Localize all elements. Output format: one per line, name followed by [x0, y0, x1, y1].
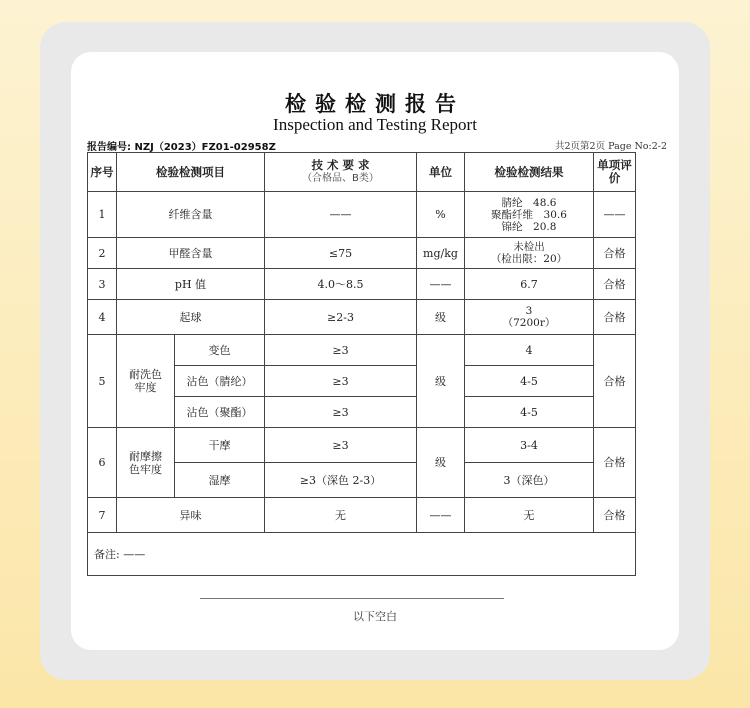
cell-req: —— — [265, 192, 417, 238]
cell-item: pH 值 — [117, 269, 265, 300]
result-line: 腈纶 48.6 — [501, 196, 557, 209]
cell-item: 耐洗色牢度 — [117, 335, 175, 428]
cell-req: ≥2-3 — [265, 300, 417, 335]
cell-seq: 7 — [88, 498, 117, 533]
table-header-row — [88, 153, 636, 192]
cell-result: 4-5 — [465, 366, 594, 397]
header-requirement — [265, 153, 417, 192]
cell-unit: —— — [417, 269, 465, 300]
cell-result: 6.7 — [465, 269, 594, 300]
blank-below-text: 以下空白 — [353, 610, 397, 623]
result-line: （检出限：20） — [490, 253, 568, 265]
cell-subitem: 沾色（腈纶） — [175, 366, 265, 397]
result-line: 3 — [525, 305, 533, 317]
cell-unit: % — [417, 192, 465, 238]
cell-req: ≥3 — [265, 428, 417, 463]
remark-cell: 备注: —— — [88, 533, 636, 576]
cell-eval: 合格 — [594, 300, 636, 335]
cell-eval: —— — [594, 192, 636, 238]
cell-req: ≥3 — [265, 366, 417, 397]
cell-result: 4-5 — [465, 397, 594, 428]
cell-req: ≥3 — [265, 335, 417, 366]
cell-result: 4 — [465, 335, 594, 366]
cell-eval: 合格 — [594, 428, 636, 498]
cell-result: 3（深色） — [465, 463, 594, 498]
remark-row — [88, 533, 636, 576]
cell-unit: 级 — [417, 335, 465, 428]
cell-seq: 3 — [88, 269, 117, 300]
cell-item: 异味 — [117, 498, 265, 533]
cell-unit: 级 — [417, 300, 465, 335]
cell-item: 甲醛含量 — [117, 238, 265, 269]
cell-req: ≥3 — [265, 397, 417, 428]
cell-item: 耐摩擦色牢度 — [117, 428, 175, 498]
table-row — [88, 300, 636, 335]
result-line: 聚酯纤维 30.6 — [491, 208, 567, 221]
result-line: 未检出 — [513, 241, 545, 253]
table-row — [88, 192, 636, 238]
header-result: 检验检测结果 — [465, 153, 594, 192]
cell-eval: 合格 — [594, 335, 636, 428]
header-item: 检验检测项目 — [117, 153, 265, 192]
header-eval: 单项评价 — [594, 153, 636, 192]
table-row — [88, 335, 636, 366]
results-table — [87, 152, 636, 576]
header-unit: 单位 — [417, 153, 465, 192]
cell-req: ≥3（深色 2-3） — [265, 463, 417, 498]
table-row — [88, 498, 636, 533]
cell-result: 3-4 — [465, 428, 594, 463]
header-req-label: 技 术 要 求 — [311, 158, 370, 172]
result-line: 锦纶 20.8 — [501, 220, 557, 233]
report-title-en: Inspection and Testing Report — [273, 115, 477, 134]
report-number: 报告编号: NZJ（2023）FZ01-02958Z — [87, 142, 276, 153]
cell-seq: 1 — [88, 192, 117, 238]
cell-req: 无 — [265, 498, 417, 533]
cell-subitem: 变色 — [175, 335, 265, 366]
blank-divider — [200, 598, 504, 599]
cell-result: 无 — [465, 498, 594, 533]
cell-result — [465, 238, 594, 269]
header-seq: 序号 — [88, 153, 117, 192]
table-row — [88, 428, 636, 463]
result-line: （7200r） — [502, 317, 556, 329]
cell-unit: 级 — [417, 428, 465, 498]
cell-subitem: 沾色（聚酯） — [175, 397, 265, 428]
cell-item: 起球 — [117, 300, 265, 335]
cell-unit: mg/kg — [417, 238, 465, 269]
report-title-cn: 检验检测报告 — [285, 92, 465, 116]
table-row — [88, 269, 636, 300]
cell-subitem: 湿摩 — [175, 463, 265, 498]
page-number: 共2页第2页 Page No:2-2 — [555, 141, 667, 152]
report-page — [71, 52, 679, 650]
header-req-sub: （合格品、B类） — [302, 173, 379, 184]
cell-seq: 5 — [88, 335, 117, 428]
cell-eval: 合格 — [594, 498, 636, 533]
cell-seq: 6 — [88, 428, 117, 498]
cell-eval: 合格 — [594, 269, 636, 300]
cell-subitem: 干摩 — [175, 428, 265, 463]
cell-unit: —— — [417, 498, 465, 533]
cell-result — [465, 192, 594, 238]
cell-item: 纤维含量 — [117, 192, 265, 238]
cell-result — [465, 300, 594, 335]
cell-req: 4.0～8.5 — [265, 269, 417, 300]
cell-seq: 4 — [88, 300, 117, 335]
cell-seq: 2 — [88, 238, 117, 269]
table-row — [88, 238, 636, 269]
cell-eval: 合格 — [594, 238, 636, 269]
cell-req: ≤75 — [265, 238, 417, 269]
